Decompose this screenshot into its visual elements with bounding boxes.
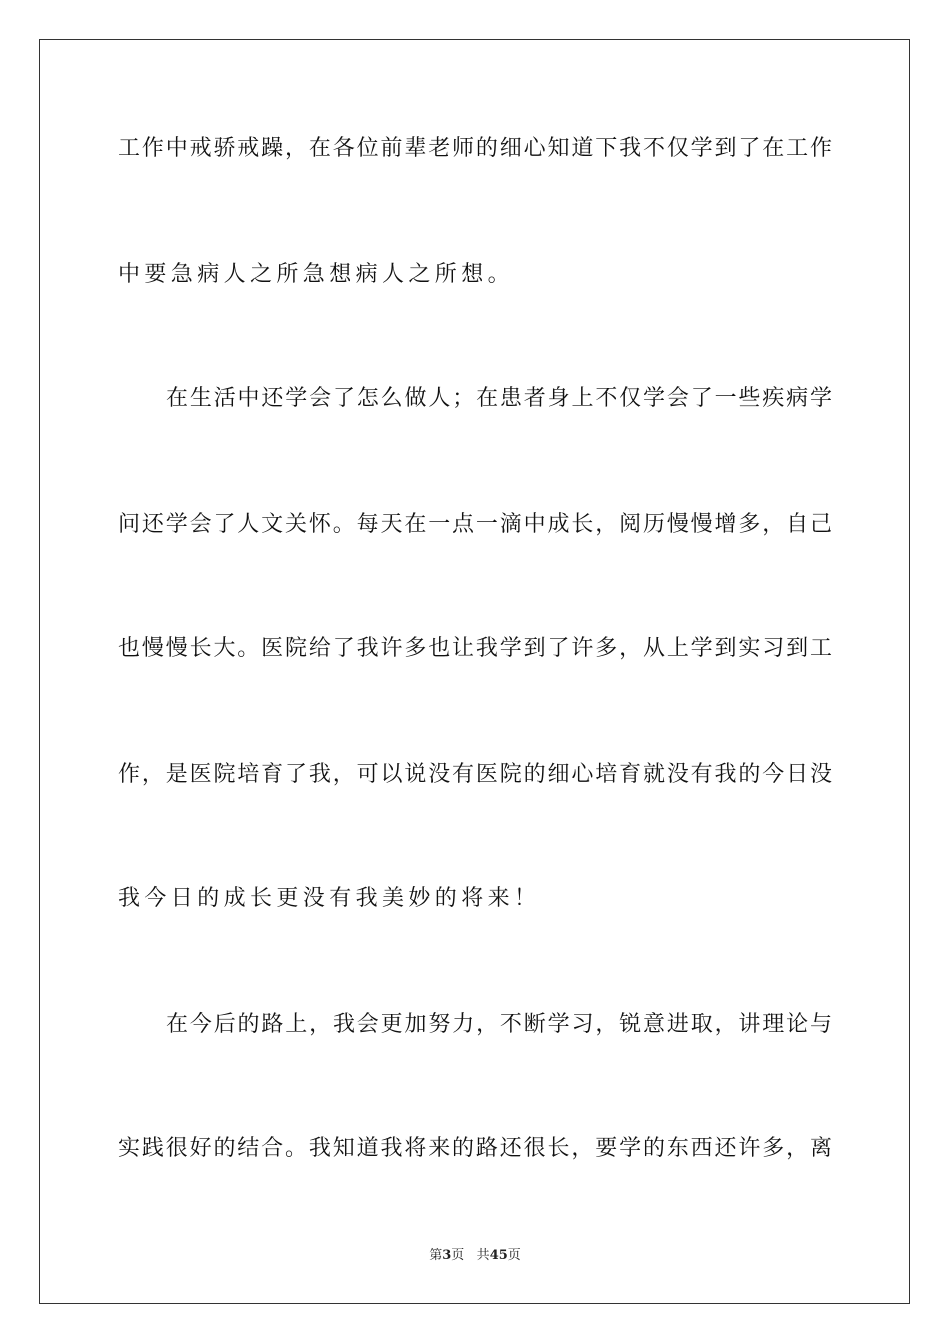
page-footer [0, 1247, 950, 1265]
paragraph-2-line-1: 在生活中还学会了怎么做人；在患者身上不仅学会了一些疾病学 [166, 386, 832, 411]
paragraph-1-line-2: 中要急病人之所急想病人之所想。 [118, 262, 515, 287]
page-number: 3 [442, 1248, 452, 1263]
paragraph-2-line-5: 我今日的成长更没有我美妙的将来！ [118, 886, 541, 911]
paragraph-2-line-2: 问还学会了人文关怀。每天在一点一滴中成长，阅历慢慢增多，自己 [118, 512, 832, 537]
paragraph-1-line-1: 工作中戒骄戒躁，在各位前辈老师的细心知道下我不仅学到了在工作 [118, 136, 832, 161]
total-suffix: 页 [507, 1248, 521, 1263]
total-pages: 45 [489, 1248, 508, 1263]
page-prefix: 第 [429, 1248, 443, 1263]
total-prefix: 共 [476, 1248, 490, 1263]
paragraph-2-line-4: 作，是医院培育了我，可以说没有医院的细心培育就没有我的今日没 [118, 762, 832, 787]
paragraph-3-line-2: 实践很好的结合。我知道我将来的路还很长，要学的东西还许多，离 [118, 1136, 832, 1161]
paragraph-3-line-1: 在今后的路上，我会更加努力，不断学习，锐意进取，讲理论与 [166, 1012, 832, 1037]
page-suffix: 页 [451, 1248, 465, 1263]
paragraph-2-line-3: 也慢慢长大。医院给了我许多也让我学到了许多，从上学到实习到工 [118, 636, 832, 661]
page-border [39, 39, 910, 1304]
